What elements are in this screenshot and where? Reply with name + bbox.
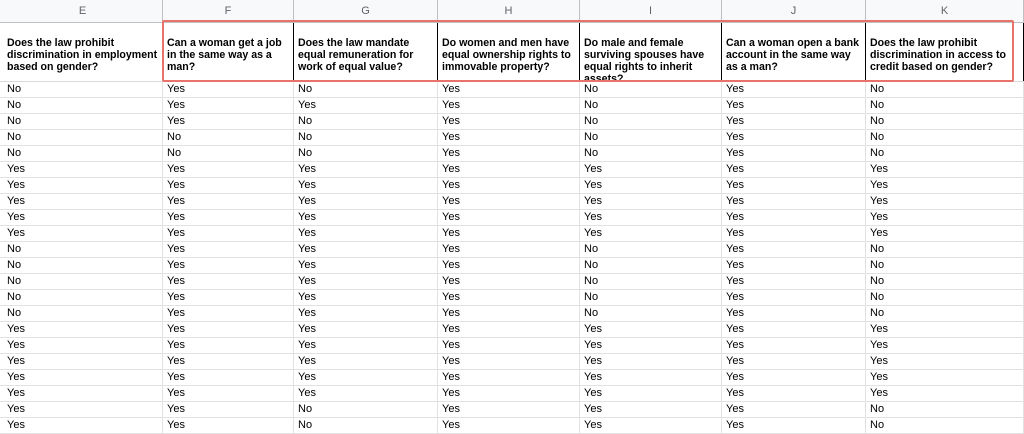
cell-g[interactable]: No — [294, 418, 438, 433]
cell-j[interactable]: Yes — [722, 306, 866, 321]
cell-e[interactable]: Yes — [3, 194, 163, 209]
cell-k[interactable]: No — [866, 114, 1024, 129]
header-cell-h[interactable]: Do women and men have equal ownership rights to immovable property? — [438, 23, 580, 81]
cell-j[interactable]: Yes — [722, 370, 866, 385]
cell-k[interactable]: Yes — [866, 386, 1024, 401]
cell-i[interactable]: Yes — [580, 210, 722, 225]
cell-k[interactable]: No — [866, 402, 1024, 417]
cell-g[interactable]: Yes — [294, 258, 438, 273]
cell-g[interactable]: No — [294, 402, 438, 417]
column-letter-g[interactable]: G — [294, 0, 438, 22]
cell-h[interactable]: Yes — [438, 114, 580, 129]
cell-h[interactable]: Yes — [438, 178, 580, 193]
cell-k[interactable]: No — [866, 290, 1024, 305]
cell-f[interactable]: No — [163, 130, 294, 145]
cell-f[interactable]: Yes — [163, 258, 294, 273]
cell-j[interactable]: Yes — [722, 354, 866, 369]
cell-h[interactable]: Yes — [438, 194, 580, 209]
cell-j[interactable]: Yes — [722, 242, 866, 257]
cell-i[interactable]: Yes — [580, 162, 722, 177]
cell-f[interactable]: Yes — [163, 210, 294, 225]
cell-h[interactable]: Yes — [438, 402, 580, 417]
cell-f[interactable]: Yes — [163, 178, 294, 193]
table-row — [0, 258, 1024, 274]
cell-h[interactable]: Yes — [438, 370, 580, 385]
cell-g[interactable]: Yes — [294, 338, 438, 353]
cell-k[interactable]: No — [866, 274, 1024, 289]
cell-k[interactable]: No — [866, 418, 1024, 433]
table-row — [0, 130, 1024, 146]
cell-g[interactable]: Yes — [294, 194, 438, 209]
cell-j[interactable]: Yes — [722, 82, 866, 97]
cell-h[interactable]: Yes — [438, 306, 580, 321]
cell-f[interactable]: Yes — [163, 338, 294, 353]
cell-f[interactable]: Yes — [163, 98, 294, 113]
cell-i[interactable]: No — [580, 290, 722, 305]
table-row — [0, 194, 1024, 210]
cell-f[interactable]: Yes — [163, 370, 294, 385]
table-row — [0, 162, 1024, 178]
cell-i[interactable]: Yes — [580, 178, 722, 193]
cell-g[interactable]: No — [294, 82, 438, 97]
cell-e[interactable]: Yes — [3, 162, 163, 177]
column-letter-e[interactable]: E — [3, 0, 163, 22]
table-row — [0, 354, 1024, 370]
cell-g[interactable]: Yes — [294, 306, 438, 321]
cell-j[interactable]: Yes — [722, 338, 866, 353]
cell-g[interactable]: Yes — [294, 210, 438, 225]
header-cell-j[interactable]: Can a woman open a bank account in the same way as a man? — [722, 23, 866, 81]
cell-k[interactable]: No — [866, 98, 1024, 113]
cell-f[interactable]: Yes — [163, 114, 294, 129]
cell-k[interactable]: Yes — [866, 354, 1024, 369]
cell-k[interactable]: Yes — [866, 194, 1024, 209]
cell-j[interactable]: Yes — [722, 274, 866, 289]
header-row — [0, 23, 1024, 85]
cell-i[interactable]: No — [580, 306, 722, 321]
table-row — [0, 178, 1024, 194]
cell-e[interactable]: No — [3, 274, 163, 289]
cell-j[interactable]: Yes — [722, 178, 866, 193]
cell-i[interactable]: Yes — [580, 402, 722, 417]
cell-f[interactable]: No — [163, 146, 294, 161]
cell-j[interactable]: Yes — [722, 322, 866, 337]
cell-k[interactable]: Yes — [866, 322, 1024, 337]
cell-k[interactable]: No — [866, 242, 1024, 257]
cell-i[interactable]: Yes — [580, 386, 722, 401]
cell-j[interactable]: Yes — [722, 210, 866, 225]
cell-g[interactable]: Yes — [294, 274, 438, 289]
column-letter-row — [0, 0, 1024, 23]
table-row — [0, 338, 1024, 354]
cell-h[interactable]: Yes — [438, 146, 580, 161]
cell-g[interactable]: Yes — [294, 290, 438, 305]
header-cell-i[interactable]: Do male and female surviving spouses have equal rights to inherit assets? — [580, 23, 722, 81]
cell-j[interactable]: Yes — [722, 114, 866, 129]
cell-e[interactable]: Yes — [3, 370, 163, 385]
table-row — [0, 82, 1024, 98]
cell-k[interactable]: Yes — [866, 210, 1024, 225]
cell-h[interactable]: Yes — [438, 386, 580, 401]
cell-j[interactable]: Yes — [722, 162, 866, 177]
cell-e[interactable]: No — [3, 146, 163, 161]
cell-e[interactable]: Yes — [3, 418, 163, 433]
cell-k[interactable]: No — [866, 306, 1024, 321]
cell-f[interactable]: Yes — [163, 194, 294, 209]
cell-i[interactable]: No — [580, 258, 722, 273]
cell-f[interactable]: Yes — [163, 306, 294, 321]
cell-j[interactable]: Yes — [722, 290, 866, 305]
cell-f[interactable]: Yes — [163, 418, 294, 433]
header-cell-g[interactable]: Does the law mandate equal remuneration for work of equal value? — [294, 23, 438, 81]
cell-e[interactable]: Yes — [3, 386, 163, 401]
cell-g[interactable]: Yes — [294, 370, 438, 385]
cell-i[interactable]: No — [580, 242, 722, 257]
cell-i[interactable]: Yes — [580, 194, 722, 209]
table-row — [0, 386, 1024, 402]
table-row — [0, 274, 1024, 290]
cell-j[interactable]: Yes — [722, 146, 866, 161]
cell-g[interactable]: Yes — [294, 178, 438, 193]
cell-h[interactable]: Yes — [438, 290, 580, 305]
cell-h[interactable]: Yes — [438, 226, 580, 241]
cell-g[interactable]: No — [294, 130, 438, 145]
cell-g[interactable]: No — [294, 114, 438, 129]
cell-e[interactable]: Yes — [3, 226, 163, 241]
cell-g[interactable]: Yes — [294, 354, 438, 369]
header-cell-e[interactable]: Does the law prohibit discrimination in employment based on gender? — [3, 23, 163, 81]
cell-j[interactable]: Yes — [722, 386, 866, 401]
header-cell-f[interactable]: Can a woman get a job in the same way as a man? — [163, 23, 294, 81]
cell-i[interactable]: No — [580, 98, 722, 113]
cell-h[interactable]: Yes — [438, 418, 580, 433]
cell-h[interactable]: Yes — [438, 82, 580, 97]
table-row — [0, 98, 1024, 114]
cell-k[interactable]: No — [866, 130, 1024, 145]
cell-f[interactable]: Yes — [163, 82, 294, 97]
cell-h[interactable]: Yes — [438, 322, 580, 337]
table-row — [0, 146, 1024, 162]
column-letter-i[interactable]: I — [580, 0, 722, 22]
cell-g[interactable]: Yes — [294, 98, 438, 113]
cell-h[interactable]: Yes — [438, 338, 580, 353]
cell-f[interactable]: Yes — [163, 354, 294, 369]
cell-i[interactable]: No — [580, 130, 722, 145]
cell-e[interactable]: Yes — [3, 210, 163, 225]
cell-e[interactable]: Yes — [3, 178, 163, 193]
cell-k[interactable]: Yes — [866, 178, 1024, 193]
cell-j[interactable]: Yes — [722, 130, 866, 145]
cell-e[interactable]: No — [3, 98, 163, 113]
table-row — [0, 418, 1024, 434]
cell-k[interactable]: No — [866, 146, 1024, 161]
cell-e[interactable]: No — [3, 242, 163, 257]
cell-g[interactable]: Yes — [294, 226, 438, 241]
data-rows — [0, 82, 1024, 434]
cell-f[interactable]: Yes — [163, 242, 294, 257]
cell-i[interactable]: No — [580, 82, 722, 97]
cell-h[interactable]: Yes — [438, 130, 580, 145]
cell-i[interactable]: No — [580, 146, 722, 161]
cell-j[interactable]: Yes — [722, 418, 866, 433]
cell-f[interactable]: Yes — [163, 162, 294, 177]
cell-i[interactable]: No — [580, 274, 722, 289]
table-row — [0, 370, 1024, 386]
cell-e[interactable]: Yes — [3, 402, 163, 417]
cell-j[interactable]: Yes — [722, 402, 866, 417]
table-row — [0, 242, 1024, 258]
cell-h[interactable]: Yes — [438, 98, 580, 113]
cell-e[interactable]: Yes — [3, 322, 163, 337]
cell-k[interactable]: No — [866, 82, 1024, 97]
cell-h[interactable]: Yes — [438, 162, 580, 177]
table-row — [0, 306, 1024, 322]
cell-f[interactable]: Yes — [163, 386, 294, 401]
cell-f[interactable]: Yes — [163, 226, 294, 241]
cell-h[interactable]: Yes — [438, 242, 580, 257]
cell-k[interactable]: Yes — [866, 226, 1024, 241]
cell-j[interactable]: Yes — [722, 258, 866, 273]
table-row — [0, 210, 1024, 226]
cell-k[interactable]: Yes — [866, 370, 1024, 385]
table-row — [0, 290, 1024, 306]
cell-i[interactable]: Yes — [580, 338, 722, 353]
cell-j[interactable]: Yes — [722, 98, 866, 113]
cell-e[interactable]: No — [3, 114, 163, 129]
cell-i[interactable]: Yes — [580, 226, 722, 241]
cell-h[interactable]: Yes — [438, 274, 580, 289]
cell-i[interactable]: Yes — [580, 322, 722, 337]
cell-g[interactable]: No — [294, 146, 438, 161]
cell-e[interactable]: No — [3, 306, 163, 321]
cell-g[interactable]: Yes — [294, 242, 438, 257]
cell-k[interactable]: Yes — [866, 162, 1024, 177]
cell-e[interactable]: No — [3, 130, 163, 145]
cell-e[interactable]: Yes — [3, 354, 163, 369]
cell-e[interactable]: Yes — [3, 338, 163, 353]
cell-i[interactable]: Yes — [580, 370, 722, 385]
cell-g[interactable]: Yes — [294, 162, 438, 177]
cell-e[interactable]: No — [3, 258, 163, 273]
cell-e[interactable]: No — [3, 82, 163, 97]
cell-i[interactable]: Yes — [580, 354, 722, 369]
cell-k[interactable]: Yes — [866, 338, 1024, 353]
column-letter-h[interactable]: H — [438, 0, 580, 22]
table-row — [0, 114, 1024, 130]
cell-j[interactable]: Yes — [722, 226, 866, 241]
cell-h[interactable]: Yes — [438, 210, 580, 225]
cell-h[interactable]: Yes — [438, 258, 580, 273]
cell-f[interactable]: Yes — [163, 322, 294, 337]
cell-j[interactable]: Yes — [722, 194, 866, 209]
table-row — [0, 322, 1024, 338]
column-letter-j[interactable]: J — [722, 0, 866, 22]
header-cell-k[interactable]: Does the law prohibit discrimination in access to credit based on gender? — [866, 23, 1024, 81]
column-letter-k[interactable]: K — [866, 0, 1024, 22]
cell-i[interactable]: Yes — [580, 418, 722, 433]
column-letter-f[interactable]: F — [163, 0, 294, 22]
cell-i[interactable]: No — [580, 114, 722, 129]
cell-g[interactable]: Yes — [294, 322, 438, 337]
cell-f[interactable]: Yes — [163, 290, 294, 305]
table-row — [0, 226, 1024, 242]
cell-g[interactable]: Yes — [294, 386, 438, 401]
table-row — [0, 402, 1024, 418]
cell-f[interactable]: Yes — [163, 274, 294, 289]
cell-h[interactable]: Yes — [438, 354, 580, 369]
cell-k[interactable]: No — [866, 258, 1024, 273]
cell-e[interactable]: No — [3, 290, 163, 305]
cell-f[interactable]: Yes — [163, 402, 294, 417]
